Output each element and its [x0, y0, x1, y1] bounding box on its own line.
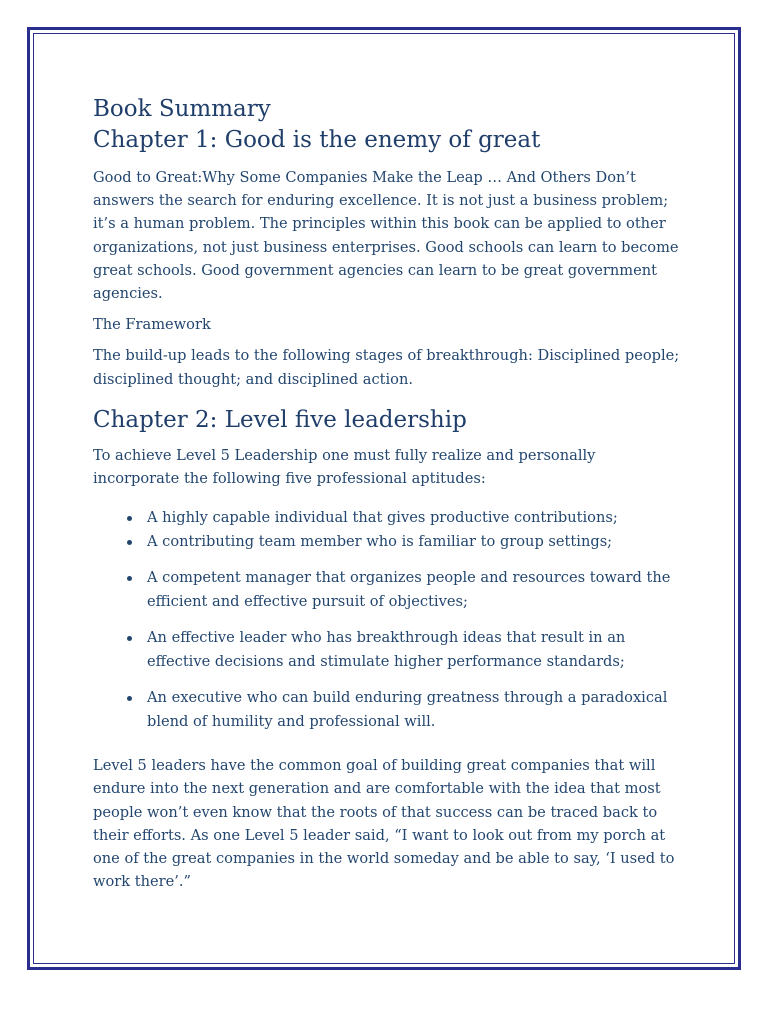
- list-item-text: A competent manager that organizes people and resources toward the efficient and effective pursuit of objectives;: [147, 569, 671, 611]
- aptitudes-list: [93, 506, 683, 734]
- list-item-text: A highly capable individual that gives productive contributions;: [147, 509, 618, 527]
- chapter-1-title: Chapter 1: Good is the enemy of great: [93, 127, 541, 153]
- chapter-1-paragraph: Good to Great:Why Some Companies Make the Leap … And Others Don’t answers the search for enduring excellence. It is not just a business problem; it’s a human problem. The principles within this book can be applied to other organizations, not just business enterprises. Good schools can learn to become great schools. Good government agencies can learn to be great government agencies.: [93, 169, 679, 303]
- list-item: [93, 566, 683, 614]
- closing-paragraph: Level 5 leaders have the common goal of building great companies that will endure into the next generation and are comfortable with the idea that most people won’t even know that the roots of that success can be traced back to their efforts. As one Level 5 leader said, “I want to look out from my porch at one of the great companies in the world someday and be able to say, ‘I used to work there’.”: [93, 757, 675, 891]
- document-body: [93, 94, 683, 893]
- list-item: [93, 686, 683, 734]
- list-item-text: An effective leader who has breakthrough ideas that result in an effective decisions and stimulate higher performance standards;: [147, 629, 626, 671]
- bullet-icon: [127, 540, 132, 545]
- list-item-text: A contributing team member who is familiar to group settings;: [147, 533, 613, 551]
- bullet-icon: [127, 576, 132, 581]
- list-item: [93, 530, 683, 554]
- bullet-icon: [127, 636, 132, 641]
- framework-paragraph: The build-up leads to the following stages of breakthrough: Disciplined people; disciplined thought; and disciplined action.: [93, 347, 680, 388]
- bullet-icon: [127, 696, 132, 701]
- chapter-2-title: Chapter 2: Level five leadership: [93, 406, 467, 433]
- bullet-icon: [127, 516, 132, 521]
- chapter-2-intro: To achieve Level 5 Leadership one must fully realize and personally incorporate the following five professional aptitudes:: [93, 446, 596, 488]
- list-item-text: An executive who can build enduring greatness through a paradoxical blend of humility and professional will.: [147, 689, 668, 731]
- framework-label: The Framework: [93, 316, 211, 334]
- list-item: [93, 626, 683, 674]
- book-summary-heading: Book Summary: [93, 96, 271, 122]
- list-item: [93, 506, 683, 530]
